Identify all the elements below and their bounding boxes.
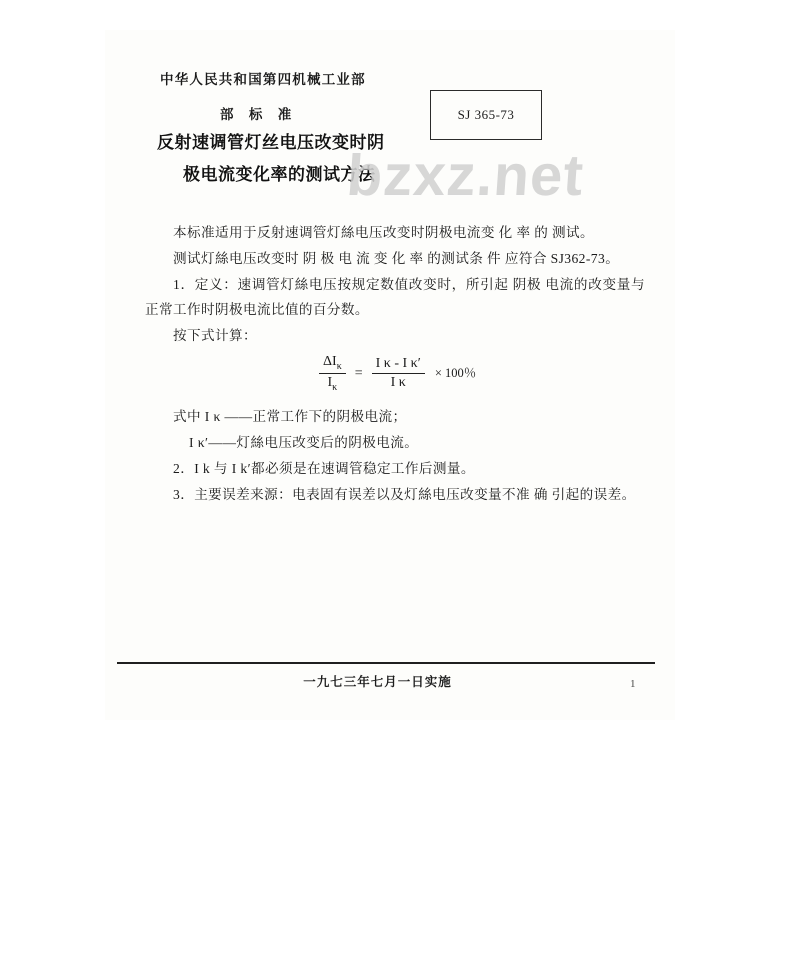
document-title-line-2: 极电流变化率的测试方法 (183, 165, 376, 184)
formula-lhs-symbol: I (332, 354, 337, 369)
paragraph-formula-intro: 按下式计算： (173, 328, 257, 343)
formula-right-fraction (372, 356, 425, 391)
formula-left-denominator (324, 374, 342, 393)
formula-right-numerator: I κ - I κ′ (372, 356, 425, 374)
formula-equals-sign: = (354, 366, 363, 382)
formula-percent: × 100％ (434, 366, 477, 381)
document-body (145, 220, 645, 508)
note-error-sources: 3．主要误差来源：电表固有误差以及灯絲电压改变量不准 确 引起的误差。 (173, 487, 636, 502)
formula-right-denominator: I κ (390, 375, 406, 391)
paragraph-scope: 本标准适用于反射速调管灯絲电压改变时阴极电流变 化 率 的 测试。 (173, 225, 595, 240)
formula-expression (315, 354, 476, 394)
paragraph-conditions: 测试灯絲电压改变时 阴 极 电 流 变 化 率 的测试条 件 应符合 SJ362-73。 (173, 251, 620, 266)
footer-effective-date: 一九七三年七月一日实施 (303, 675, 452, 689)
formula-lhs-den-symbol: I (327, 375, 333, 391)
formula-left-numerator (319, 354, 346, 374)
watermark-text: bzxz.net (344, 143, 587, 208)
scanned-page-area (105, 30, 675, 720)
formula-lhs-den-subscript: κ (332, 382, 338, 394)
standard-label: 部 标 准 (220, 107, 298, 122)
note-ik-definition: 式中 I κ ——正常工作下的阴极电流； (173, 409, 407, 424)
standard-code: SJ 365-73 (457, 107, 515, 122)
formula-left-fraction (319, 354, 346, 394)
note-ikprime-definition: I κ′——灯絲电压改变后的阴极电流。 (189, 435, 419, 450)
ministry-name: 中华人民共和国第四机械工业部 (160, 72, 366, 87)
footer-divider (117, 662, 655, 664)
formula-delta: Δ (323, 354, 333, 369)
paragraph-definition: 1．定义：速调管灯絲电压按规定数值改变时，所引起 阴极 电流的改变量与正常工作时阴极电流比值的百分数。 (145, 277, 645, 317)
document-title-line-1: 反射速调管灯丝电压改变时阴 (157, 133, 385, 152)
page-number: 1 (630, 678, 636, 690)
formula-block (145, 354, 645, 400)
note-measurement: 2．I k 与 I k′都必须是在速调管稳定工作后测量。 (173, 461, 475, 476)
formula-lhs-subscript: κ (336, 360, 342, 372)
standard-code-box (430, 90, 542, 140)
